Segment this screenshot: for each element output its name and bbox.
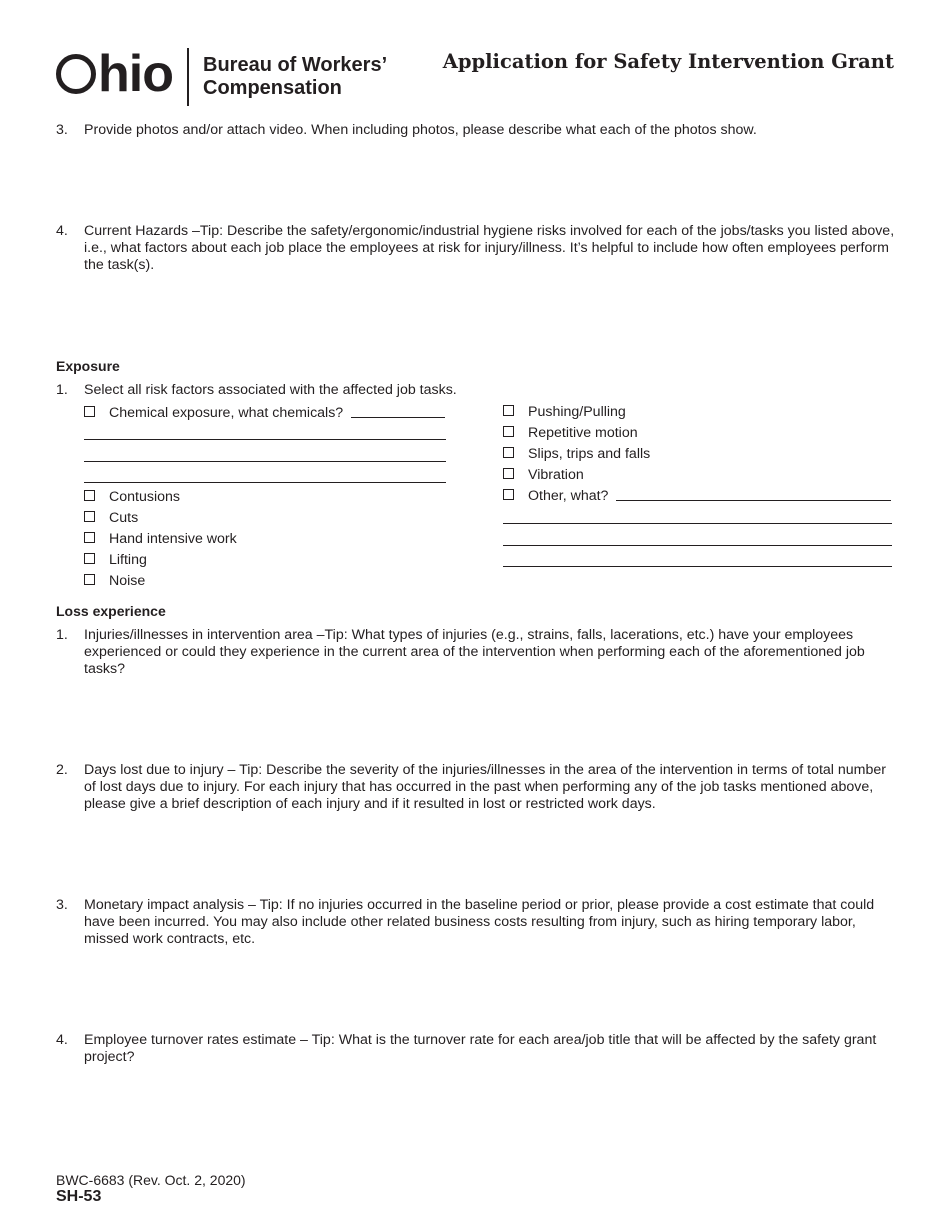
checkbox-icon[interactable] bbox=[84, 406, 95, 417]
checkbox-label: Lifting bbox=[109, 552, 147, 568]
checkbox-icon[interactable] bbox=[503, 489, 514, 500]
chemicals-line[interactable] bbox=[84, 461, 446, 462]
checkbox-label: Cuts bbox=[109, 510, 139, 526]
bureau-name-line1: Bureau of Workers’ bbox=[203, 54, 388, 76]
question-days-lost bbox=[56, 762, 896, 813]
checkbox-icon[interactable] bbox=[84, 511, 95, 522]
question-text: Monetary impact analysis – Tip: If no injuries occurred in the baseline period or prior, please provide a cost estimate that could have been incurred. You may also include other related business costs resulting from injury, such as hiring temporary labor, missed work contracts, etc. bbox=[84, 897, 875, 947]
form-number: SH-53 bbox=[56, 1188, 102, 1205]
question-text: Days lost due to injury – Tip: Describe the severity of the injuries/illnesses in the area of the intervention in terms of total number of lost days due to injury. For each injury that has occurred in the past when performing any of the job tasks mentioned above, please give a brief description of each injury and if it resulted in lost or restricted work days. bbox=[84, 762, 886, 812]
ohio-logo-text: hio bbox=[98, 45, 173, 103]
checkbox-icon[interactable] bbox=[503, 468, 514, 479]
checkbox-label: Repetitive motion bbox=[528, 425, 638, 441]
checkbox-lifting[interactable] bbox=[84, 552, 147, 569]
ohio-logo bbox=[56, 46, 173, 102]
checkbox-label: Slips, trips and falls bbox=[528, 446, 651, 462]
question-text: Employee turnover rates estimate – Tip: What is the turnover rate for each area/job title that will be affected by the safety grant project? bbox=[84, 1032, 877, 1065]
other-line[interactable] bbox=[503, 523, 892, 524]
question-text: Current Hazards –Tip: Describe the safety/ergonomic/industrial hygiene risks involved for each of the jobs/tasks you listed above, i.e., what factors about each job place the employees at risk for injury/illness. It’s helpful to include how often employees perform the task(s). bbox=[84, 223, 895, 273]
checkbox-label: Other, what? bbox=[528, 488, 609, 504]
exposure-heading: Exposure bbox=[56, 358, 120, 374]
question-number: 1. bbox=[56, 627, 68, 643]
question-current-hazards bbox=[56, 223, 896, 274]
checkbox-icon[interactable] bbox=[503, 405, 514, 416]
other-line[interactable] bbox=[503, 566, 892, 567]
bureau-name bbox=[203, 54, 387, 100]
question-text: Injuries/illnesses in intervention area –Tip: What types of injuries (e.g., strains, falls, lacerations, etc.) have your employees experienced or could they experience in the current area of the intervention when performing each of the aforementioned job tasks? bbox=[84, 627, 865, 677]
checkbox-icon[interactable] bbox=[503, 447, 514, 458]
checkbox-icon[interactable] bbox=[503, 426, 514, 437]
ohio-logo-o-icon bbox=[56, 54, 96, 94]
chemicals-blank[interactable] bbox=[351, 405, 445, 418]
checkbox-hand-intensive-work[interactable] bbox=[84, 531, 237, 548]
checkbox-icon[interactable] bbox=[84, 574, 95, 585]
checkbox-repetitive-motion[interactable] bbox=[503, 425, 638, 442]
question-number: 3. bbox=[56, 897, 68, 913]
checkbox-chemical-exposure[interactable] bbox=[84, 405, 445, 422]
question-turnover-rates bbox=[56, 1032, 896, 1066]
question-text: Select all risk factors associated with the affected job tasks. bbox=[84, 382, 457, 398]
checkbox-noise[interactable] bbox=[84, 573, 145, 590]
checkbox-slips-trips-falls[interactable] bbox=[503, 446, 650, 463]
question-number: 1. bbox=[56, 382, 68, 398]
checkbox-vibration[interactable] bbox=[503, 467, 584, 484]
checkbox-label: Contusions bbox=[109, 489, 180, 505]
checkbox-label: Vibration bbox=[528, 467, 584, 483]
checkbox-other[interactable] bbox=[503, 488, 891, 505]
checkbox-label: Pushing/Pulling bbox=[528, 404, 626, 420]
question-photos bbox=[56, 122, 896, 139]
logo-divider bbox=[187, 48, 189, 106]
other-line[interactable] bbox=[503, 545, 892, 546]
question-monetary-impact bbox=[56, 897, 896, 948]
question-injuries bbox=[56, 627, 896, 678]
document-title: Application for Safety Intervention Grant bbox=[442, 50, 894, 73]
question-text: Provide photos and/or attach video. When including photos, please describe what each of the photos show. bbox=[84, 122, 757, 138]
question-risk-factors bbox=[56, 382, 896, 399]
chemicals-line[interactable] bbox=[84, 439, 446, 440]
checkbox-cuts[interactable] bbox=[84, 510, 138, 527]
question-number: 2. bbox=[56, 762, 68, 778]
question-number: 4. bbox=[56, 223, 68, 239]
checkbox-icon[interactable] bbox=[84, 490, 95, 501]
question-number: 3. bbox=[56, 122, 68, 138]
checkbox-label: Hand intensive work bbox=[109, 531, 237, 547]
other-blank[interactable] bbox=[616, 488, 891, 501]
checkbox-icon[interactable] bbox=[84, 532, 95, 543]
checkbox-pushing-pulling[interactable] bbox=[503, 404, 626, 421]
question-number: 4. bbox=[56, 1032, 68, 1048]
checkbox-icon[interactable] bbox=[84, 553, 95, 564]
checkbox-label: Noise bbox=[109, 573, 146, 589]
loss-experience-heading: Loss experience bbox=[56, 603, 166, 619]
form-revision-code: BWC-6683 (Rev. Oct. 2, 2020) bbox=[56, 1172, 246, 1188]
chemicals-line[interactable] bbox=[84, 482, 446, 483]
checkbox-label: Chemical exposure, what chemicals? bbox=[109, 405, 344, 421]
checkbox-contusions[interactable] bbox=[84, 489, 180, 506]
bureau-name-line2: Compensation bbox=[203, 77, 342, 99]
